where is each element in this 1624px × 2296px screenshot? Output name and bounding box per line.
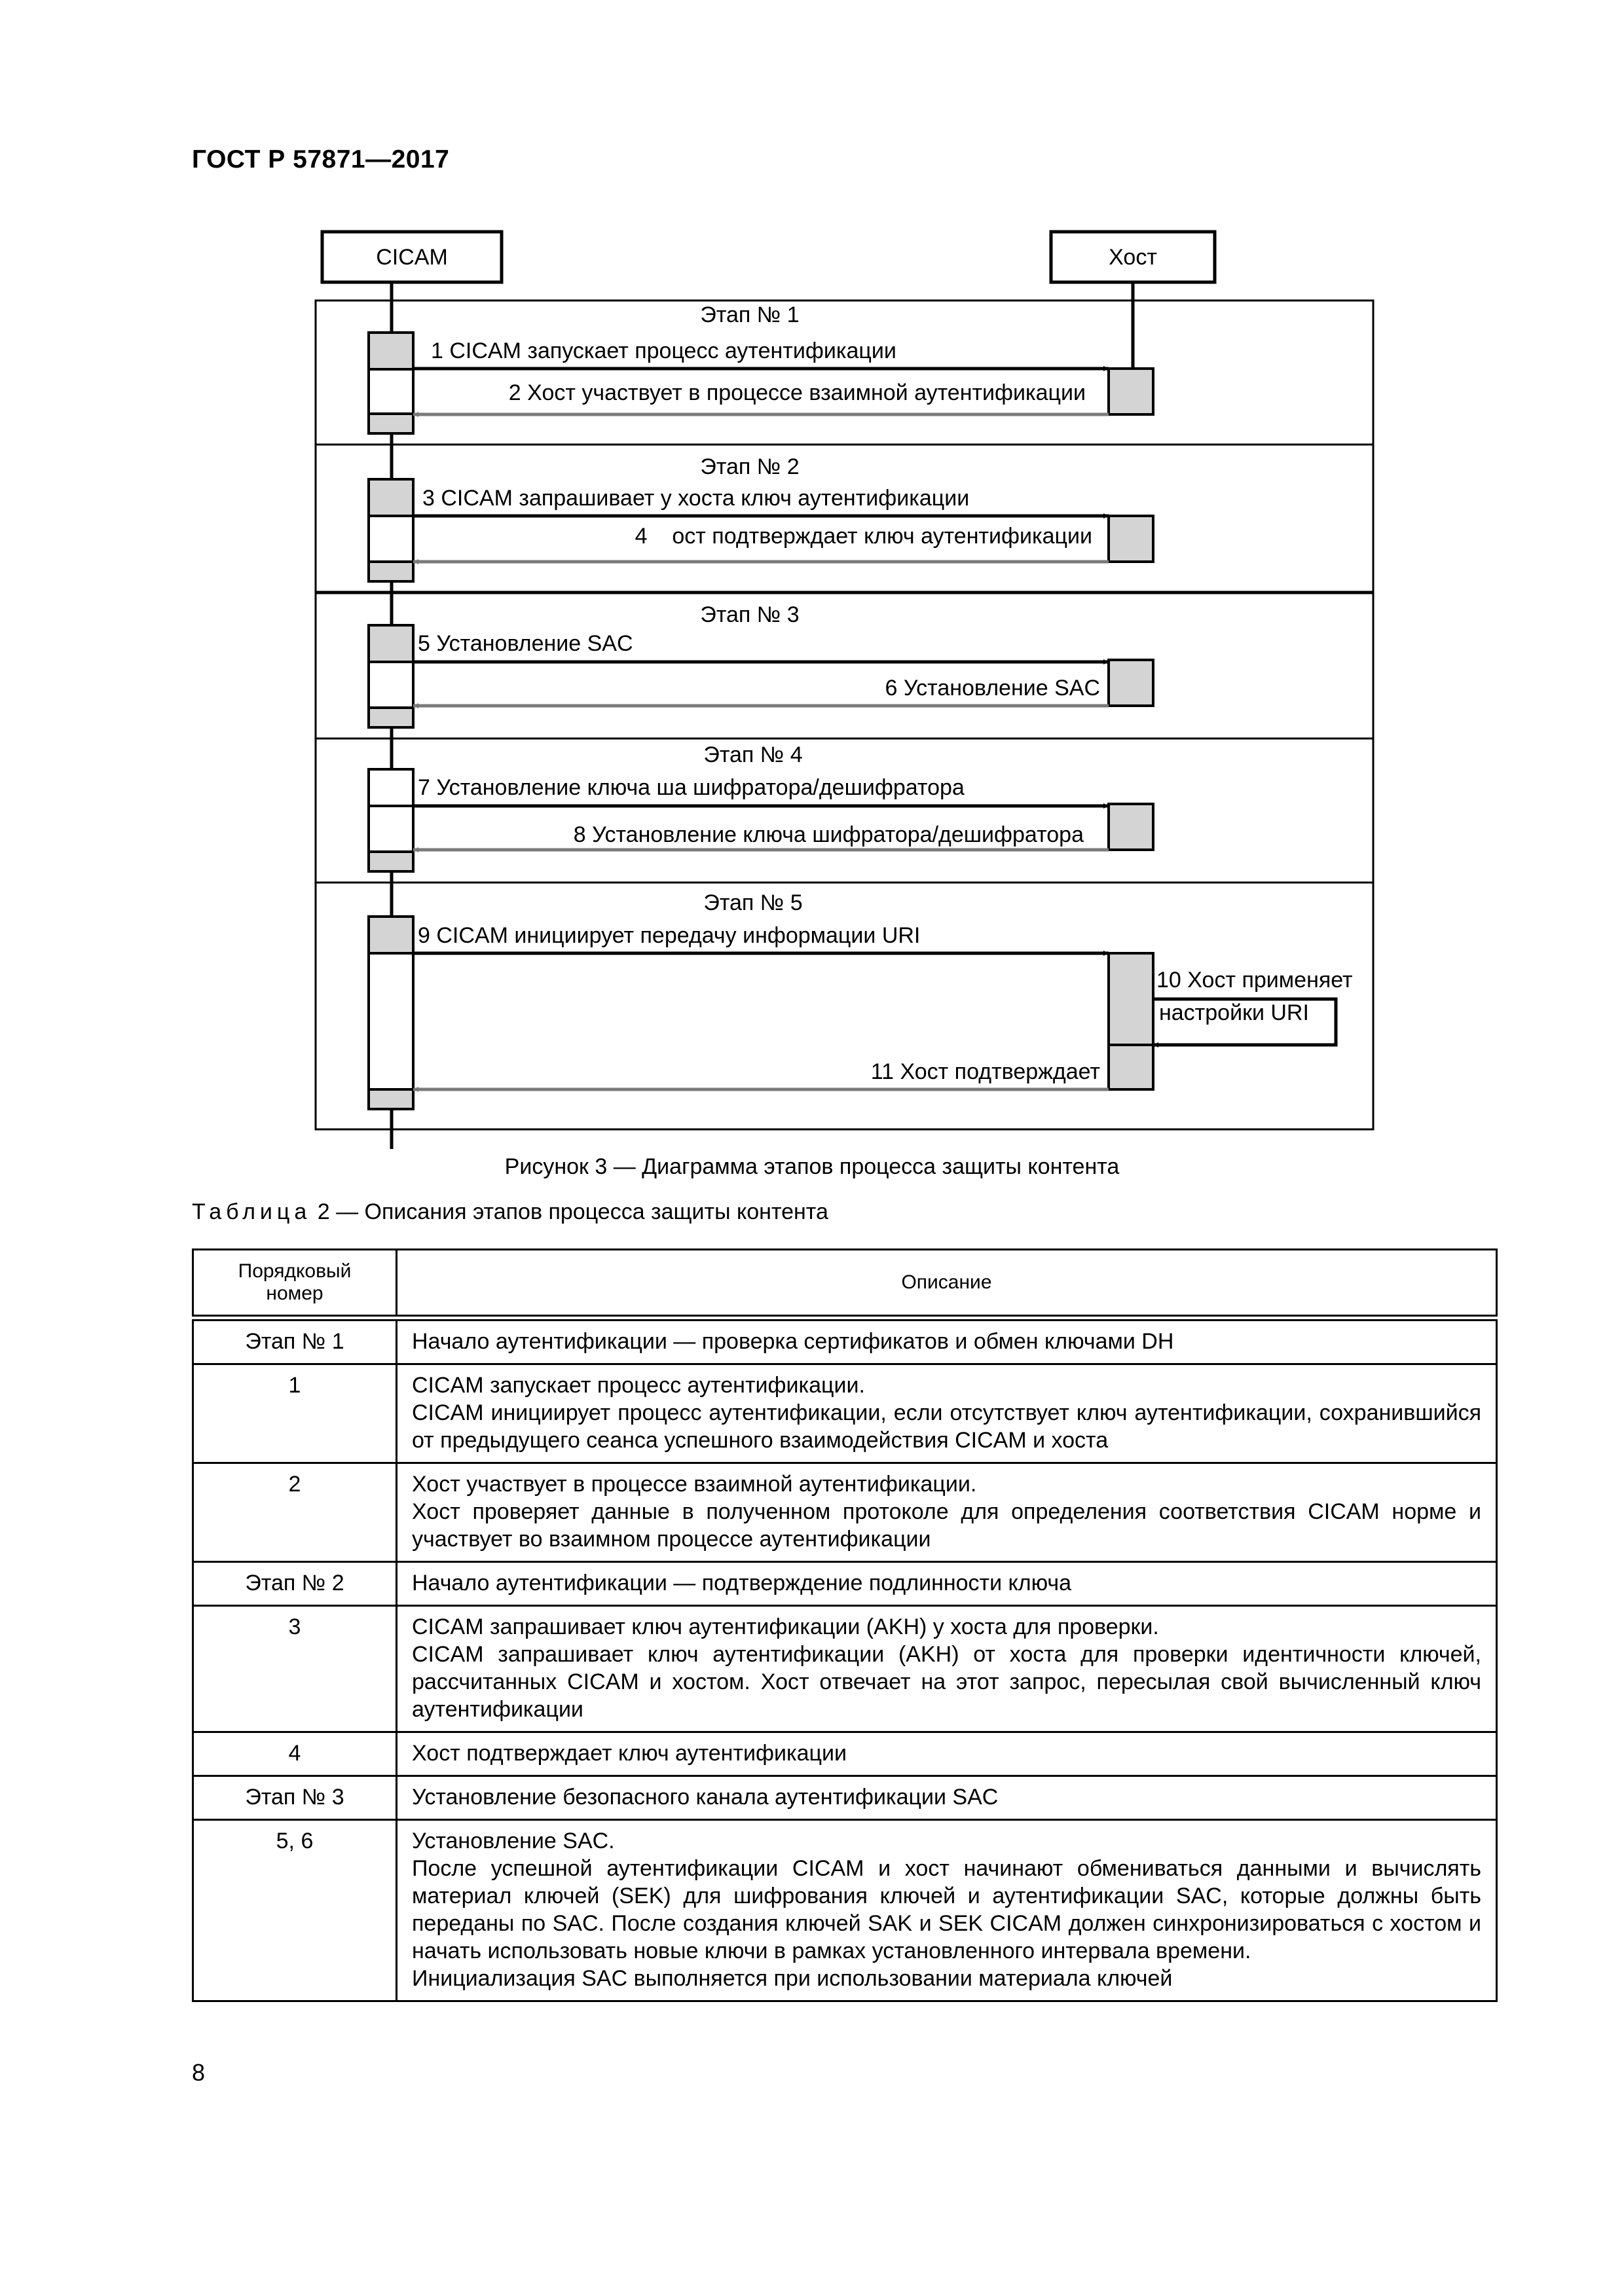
message-9-label: 9 CICAM инициирует передачу информации URI: [418, 923, 921, 948]
cicam-activation: [369, 806, 413, 852]
row-description-line: Установление SAC.: [412, 1829, 615, 1853]
row-number: 4: [193, 1732, 397, 1776]
row-description-line: CICAM запрашивает ключ аутентификации (AKH) от хоста для проверки идентичности ключей, рассчитанных CICAM и хостом. Хост отвечает на этот запрос, пересылая свой вычисленный ключ аутентификации: [412, 1642, 1481, 1722]
header-number-cell: [193, 1250, 397, 1319]
table-row: [193, 1776, 1497, 1820]
row-description-line: Хост участвует в процессе взаимной аутентификации.: [412, 1472, 977, 1497]
row-number: 1: [193, 1364, 397, 1463]
row-description: [397, 1562, 1497, 1606]
stage-2-title: Этап № 2: [700, 454, 800, 479]
message-10-label-line1: 10 Хост применяет: [1156, 968, 1353, 993]
table-row: [193, 1606, 1497, 1732]
message-6-label: 6 Установление SAC: [885, 676, 1100, 701]
cicam-activation: [369, 414, 413, 433]
row-description: [397, 1820, 1497, 2001]
table-caption-rest: 2 — Описания этапов процесса защиты контента: [311, 1199, 828, 1224]
row-description-line: Хост проверяет данные в полученном протоколе для определения соответствия CICAM норме и участвует во взаимном процессе аутентификации: [412, 1499, 1481, 1552]
row-description-line: Хост подтверждает ключ аутентификации: [412, 1741, 847, 1766]
row-number: 2: [193, 1463, 397, 1562]
cicam-activation: [369, 662, 413, 708]
table-row: [193, 1732, 1497, 1776]
row-description: [397, 1364, 1497, 1463]
header-number-line2: номер: [266, 1283, 323, 1304]
message-7-label: 7 Установление ключа ша шифратора/дешифратора: [418, 775, 965, 800]
message-5-label: 5 Установление SAC: [418, 631, 633, 656]
row-description-line: Инициализация SAC выполняется при использовании материала ключей: [412, 1966, 1173, 1991]
message-8-label: 8 Установление ключа шифратора/дешифратора: [573, 822, 1084, 847]
figure-caption: Рисунок 3 — Диаграмма этапов процесса защиты контента: [504, 1154, 1120, 1179]
table-row: [193, 1364, 1497, 1463]
row-description-line: Начало аутентификации — подтверждение подлинности ключа: [412, 1571, 1072, 1595]
row-description: [397, 1776, 1497, 1820]
message-11-label: 11 Хост подтверждает: [870, 1059, 1100, 1084]
row-description-line: CICAM инициирует процесс аутентификации, если отсутствует ключ аутентификации, сохранившийся от предыдущего сеанса успешного взаимодействия CICAM и хоста: [412, 1400, 1481, 1453]
table-row: [193, 1562, 1497, 1606]
page-number: 8: [192, 2059, 206, 2086]
row-number: 3: [193, 1606, 397, 1732]
stage-4-title: Этап № 4: [703, 742, 803, 767]
row-number: 5, 6: [193, 1820, 397, 2001]
host-participant-label: Хост: [1109, 245, 1157, 270]
stage-1-title: Этап № 1: [700, 302, 800, 327]
cicam-activation: [369, 852, 413, 871]
stage-5-title: Этап № 5: [703, 890, 803, 915]
row-description-line: CICAM запускает процесс аутентификации.: [412, 1373, 865, 1398]
message-3-label: 3 CICAM запрашивает у хоста ключ аутентификации: [422, 486, 970, 511]
host-activation: [1109, 516, 1153, 562]
cicam-activation: [369, 1089, 413, 1109]
cicam-activation: [369, 917, 413, 953]
row-description-line: CICAM запрашивает ключ аутентификации (AKH) у хоста для проверки.: [412, 1614, 1159, 1639]
message-1-label: 1 CICAM запускает процесс аутентификации: [431, 338, 896, 363]
table-row: [193, 1820, 1497, 2001]
row-description: [397, 1606, 1497, 1732]
row-description: [397, 1318, 1497, 1364]
table-caption-word: Таблица: [192, 1199, 312, 1224]
row-description-line: После успешной аутентификации CICAM и хост начинают обмениваться данными и вычислять материал ключей (SEK) для шифрования ключей и аутентификации SAC, которые должны быть переданы по SAC. После создания ключей SAK и SEK CICAM должен синхронизироваться с хостом и начать использовать новые ключи в рамках установленного интервала времени.: [412, 1856, 1481, 1963]
cicam-activation: [369, 333, 413, 369]
row-number: Этап № 1: [193, 1318, 397, 1364]
cicam-participant-label: CICAM: [376, 245, 448, 270]
cicam-activation: [369, 516, 413, 562]
host-activation: [1109, 660, 1153, 706]
stage-3-title: Этап № 3: [700, 602, 800, 627]
message-2-label: 2 Хост участвует в процессе взаимной аутентификации: [508, 380, 1086, 405]
message-4-label: 4 ост подтверждает ключ аутентификации: [635, 524, 1092, 549]
cicam-activation: [369, 479, 413, 516]
row-number: Этап № 2: [193, 1562, 397, 1606]
table-row: [193, 1463, 1497, 1562]
host-activation: [1109, 953, 1153, 1045]
row-description-line: Установление безопасного канала аутентификации SAC: [412, 1785, 999, 1810]
cicam-activation: [369, 769, 413, 806]
host-activation: [1109, 804, 1153, 850]
stages-description-table: [192, 1248, 1498, 2002]
row-description-line: Начало аутентификации — проверка сертификатов и обмен ключами DH: [412, 1329, 1174, 1354]
cicam-activation: [369, 953, 413, 1089]
header-number-line1: Порядковый: [238, 1260, 352, 1282]
table-header-row: [193, 1250, 1497, 1319]
host-activation: [1109, 369, 1153, 414]
cicam-activation: [369, 369, 413, 414]
header-description-cell: Описание: [397, 1250, 1497, 1319]
row-number: Этап № 3: [193, 1776, 397, 1820]
table-caption: [192, 1199, 828, 1225]
document-header: ГОСТ Р 57871—2017: [192, 145, 450, 173]
cicam-activation: [369, 625, 413, 662]
message-10-label-line2: настройки URI: [1159, 1000, 1309, 1025]
row-description: [397, 1463, 1497, 1562]
cicam-activation: [369, 562, 413, 581]
cicam-activation: [369, 708, 413, 727]
row-description: [397, 1732, 1497, 1776]
table-row: [193, 1318, 1497, 1364]
host-activation: [1109, 1045, 1153, 1089]
